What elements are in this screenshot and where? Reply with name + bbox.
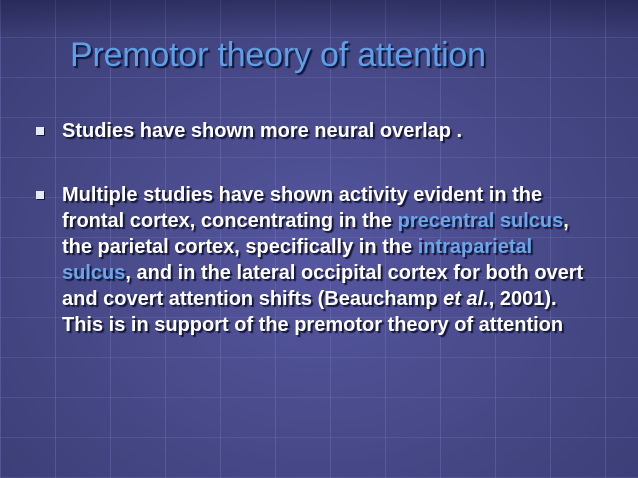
- highlighted-term: intraparietal sulcus: [62, 236, 533, 284]
- bullet-text: Studies have shown more neural overlap .: [62, 120, 463, 142]
- bullet-text-part: , 2001). This is in support of the premotor theory of attention: [62, 288, 564, 336]
- square-bullet-icon: [36, 191, 44, 199]
- square-bullet-icon: [36, 127, 44, 135]
- italic-citation: et al.: [443, 288, 489, 310]
- highlighted-term: precentral sulcus: [397, 210, 564, 232]
- bullet-text: [62, 182, 602, 338]
- bullet-text-part: , the parietal cortex, specifically in the: [62, 210, 569, 258]
- bullet-item: [36, 182, 596, 338]
- bullet-text-part: , and in the lateral occipital cortex for both overt and covert attention shifts (Beauchamp: [62, 262, 584, 310]
- bullet-text-part: Multiple studies have shown activity evident in the frontal cortex, concentrating in the: [62, 184, 543, 232]
- bullet-item: [36, 118, 596, 144]
- slide-title: Premotor theory of attention: [70, 36, 486, 74]
